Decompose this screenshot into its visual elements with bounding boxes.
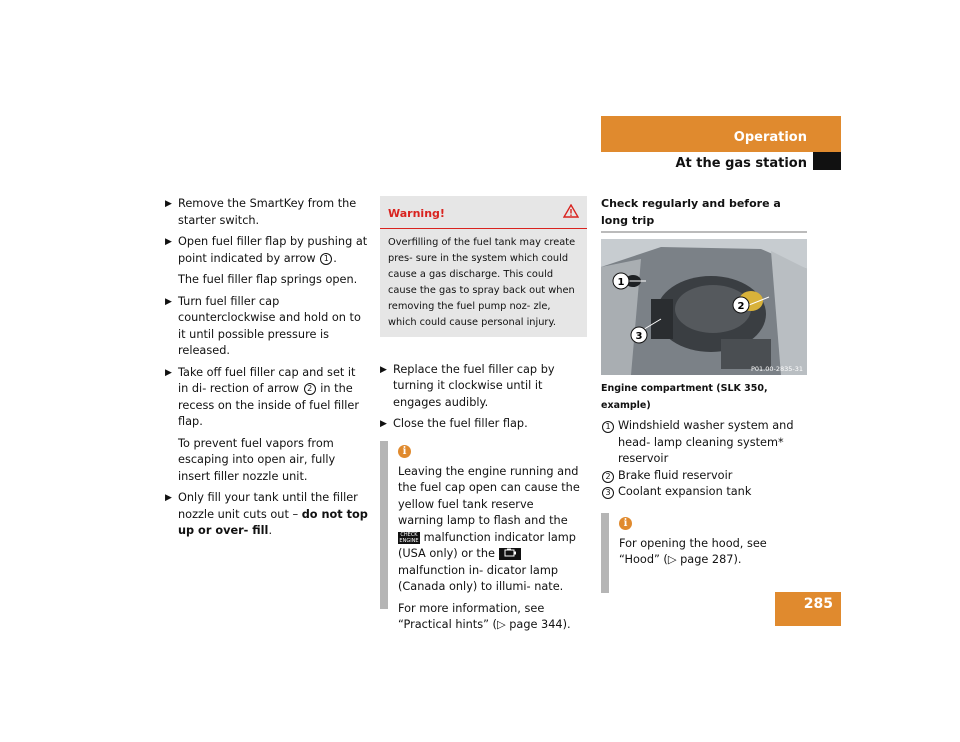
arrow-bullet-icon: ▶: [165, 237, 172, 247]
header-bar: [601, 116, 841, 152]
photo-callout-1: 1: [617, 277, 625, 288]
subsection-title: At the gas station: [675, 156, 807, 171]
info-box: [601, 513, 807, 593]
component-list: [601, 418, 807, 501]
engine-malfunction-icon: [499, 548, 521, 560]
info-bar: [380, 441, 388, 609]
arrow-bullet-icon: ▶: [380, 419, 387, 429]
column-left: [165, 196, 368, 545]
list-item: 2 Brake fluid reservoir: [601, 468, 807, 485]
callout-number: 2: [304, 383, 316, 395]
info-text: For opening the hood, see “Hood” (▷ page 287).: [619, 536, 767, 566]
info-reference: For more information, see “Practical hints” (▷ page 344).: [398, 601, 571, 631]
column-right: [601, 196, 807, 593]
info-text: Leaving the engine running and the fuel cap open can cause the yellow fuel tank reserve warning lamp to flash and the CHECK ENGINE malfunction indicator lamp (USA only) or the malfunction in- dicator lamp (Canada only) to illumi- nate.: [398, 464, 580, 593]
step-item: ▶ Close the fuel filler flap.: [380, 416, 587, 433]
step-item: ▶ Only fill your tank until the filler nozzle unit cuts out – do not top up or over- fill.: [165, 491, 368, 537]
section-title: Operation: [733, 130, 807, 145]
image-caption: Engine compartment (SLK 350, example): [601, 383, 768, 411]
note-text: To prevent fuel vapors from escaping into open air, fully insert filler nozzle unit.: [178, 436, 336, 483]
step-item: ▶ Remove the SmartKey from the starter switch.: [165, 197, 357, 227]
engine-compartment-image: [601, 239, 807, 375]
photo-callout-2: 2: [737, 301, 745, 312]
arrow-bullet-icon: ▶: [165, 493, 172, 503]
column-middle: [380, 196, 587, 631]
warning-header: [380, 196, 587, 229]
page-number: 285: [775, 592, 841, 626]
warning-text: Overfilling of the fuel tank may create pres- sure in the system which could cause a gas discharge. This could cause the gas to spray back out when removing the fuel pump noz- zle, which could cause personal injury.: [388, 236, 576, 328]
step-item: ▶ Open fuel filler flap by pushing at point indicated by arrow 1 .: [165, 235, 368, 265]
step-item: ▶ Take off fuel filler cap and set it in di- rection of arrow 2 in the recess on the inside of fuel filler flap.: [165, 365, 359, 428]
info-icon: i: [619, 517, 632, 530]
check-engine-icon: CHECK ENGINE: [399, 531, 419, 544]
warning-triangle-icon: [563, 204, 579, 224]
warning-box: [380, 196, 587, 337]
arrow-bullet-icon: ▶: [380, 364, 387, 375]
info-box: [380, 441, 587, 631]
callout-number: 1: [320, 253, 332, 265]
step-item: ▶ Replace the fuel filler cap by turning it clockwise until it engages audibly.: [380, 362, 555, 409]
list-item: 3 Coolant expansion tank: [601, 484, 807, 501]
step-item: ▶ Turn fuel filler cap counterclockwise and hold on to it until possible pressure is released.: [165, 294, 361, 357]
info-bar: [601, 513, 609, 593]
note-text: The fuel filler flap springs open.: [178, 273, 358, 286]
arrow-bullet-icon: ▶: [165, 199, 172, 209]
arrow-bullet-icon: ▶: [165, 367, 172, 378]
info-icon: i: [398, 445, 411, 458]
arrow-bullet-icon: ▶: [165, 296, 172, 307]
photo-code: P01.00-2835-31: [750, 365, 803, 373]
photo-callout-3: 3: [635, 331, 643, 342]
list-item: 1 Windshield washer system and head- lamp cleaning system* reservoir: [601, 418, 807, 468]
header-tab-marker: [813, 152, 841, 170]
section-heading: Check regularly and before a long trip: [601, 196, 807, 233]
warning-title: Warning!: [388, 206, 445, 220]
